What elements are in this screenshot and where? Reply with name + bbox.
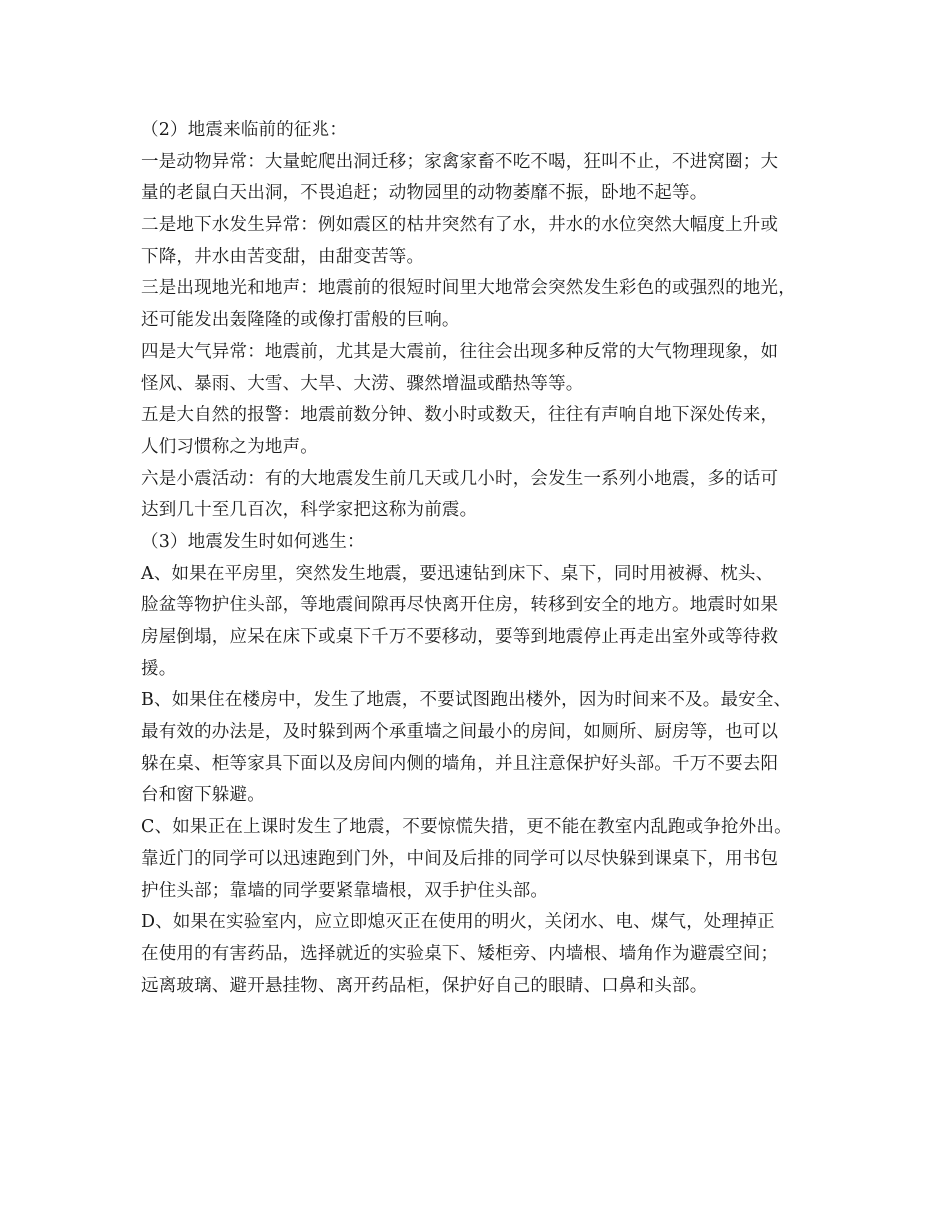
text-line: 脸盆等物护住头部，等地震间隙再尽快离开住房，转移到安全的地方。地震时如果 [141, 595, 779, 616]
document-body [141, 115, 821, 1002]
text-line: C、如果正在上课时发生了地震，不要惊慌失措，更不能在教室内乱跑或争抢外出。 [141, 817, 792, 838]
text-line: 六是小震活动：有的大地震发生前几天或几小时，会发生一系列小地震，多的话可 [141, 468, 779, 489]
text-line: 下降，井水由苦变甜，由甜变苦等。 [141, 246, 425, 267]
text-line: 五是大自然的报警：地震前数分钟、数小时或数天，往往有声响自地下深处传来， [141, 405, 779, 426]
text-line: A、如果在平房里，突然发生地震，要迅速钻到床下、桌下，同时用被褥、枕头、 [141, 563, 774, 584]
section-heading-earthquake-signs: （2）地震来临前的征兆： [141, 120, 348, 140]
text-line: 远离玻璃、避开悬挂物、离开药品柜，保护好自己的眼睛、口鼻和头部。 [141, 975, 708, 996]
text-line: 三是出现地光和地声：地震前的很短时间里大地常会突然发生彩色的或强烈的地光， [141, 278, 796, 299]
text-line: 最有效的办法是，及时躲到两个承重墙之间最小的房间，如厕所、厨房等，也可以 [141, 722, 779, 743]
text-line: 二是地下水发生异常：例如震区的枯井突然有了水，井水的水位突然大幅度上升或 [141, 215, 779, 236]
section-heading-escape: （3）地震发生时如何逃生： [141, 531, 365, 552]
text-line: 台和窗下躲避。 [141, 785, 265, 806]
text-line: D、如果在实验室内，应立即熄灭正在使用的明火，关闭水、电、煤气，处理掉正 [141, 912, 775, 933]
text-line: 护住头部；靠墙的同学要紧靠墙根，双手护住头部。 [141, 880, 549, 901]
text-line: 躲在桌、柜等家具下面以及房间内侧的墙角，并且注意保护好头部。千万不要去阳 [141, 753, 779, 774]
text-line: 援。 [141, 658, 177, 679]
text-line: 靠近门的同学可以迅速跑到门外，中间及后排的同学可以尽快躲到课桌下，用书包 [141, 848, 779, 869]
text-line: 怪风、暴雨、大雪、大旱、大涝、骤然增温或酷热等等。 [141, 373, 584, 394]
text-line: B、如果住在楼房中，发生了地震，不要试图跑出楼外，因为时间来不及。最安全、 [141, 690, 792, 711]
text-line: 达到几十至几百次，科学家把这称为前震。 [141, 500, 478, 521]
text-line: 量的老鼠白天出洞，不畏追赶；动物园里的动物萎靡不振，卧地不起等。 [141, 183, 708, 204]
text-line: 还可能发出轰隆隆的或像打雷般的巨响。 [141, 310, 460, 331]
text-line: 一是动物异常：大量蛇爬出洞迁移；家禽家畜不吃不喝，狂叫不止，不进窝圈；大 [141, 151, 779, 172]
text-line: 人们习惯称之为地声。 [141, 436, 318, 457]
text-line: 四是大气异常：地震前，尤其是大震前，往往会出现多种反常的大气物理现象，如 [141, 341, 779, 362]
text-line: 在使用的有害药品，选择就近的实验桌下、矮柜旁、内墙根、墙角作为避震空间； [141, 943, 779, 964]
text-line: 房屋倒塌，应呆在床下或桌下千万不要移动，要等到地震停止再走出室外或等待救 [141, 627, 779, 647]
